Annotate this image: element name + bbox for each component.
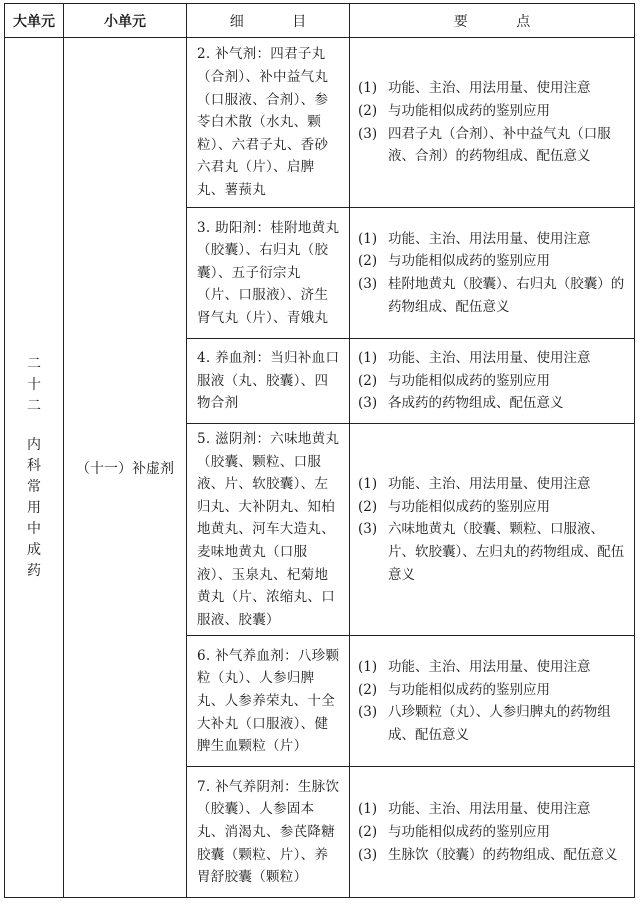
point-index: (2) <box>358 498 378 515</box>
list-item <box>358 100 626 123</box>
point-text: 功能、主治、用法用量、使用注意 <box>388 230 591 247</box>
item-cell: 4. 养血剂：当归补血口服液（丸、胶囊）、四物合剂 <box>187 339 350 424</box>
point-index: (3) <box>358 276 378 292</box>
header-key-points: 要 点 <box>350 4 635 38</box>
point-text: 与功能相似成药的鉴别应用 <box>388 372 550 389</box>
list-item <box>358 273 626 318</box>
point-text: 与功能相似成药的鉴别应用 <box>388 253 550 270</box>
syllabus-table <box>4 3 635 898</box>
point-index: (3) <box>358 846 378 863</box>
point-text: 与功能相似成药的鉴别应用 <box>388 681 550 698</box>
header-row <box>5 4 635 38</box>
list-item <box>358 798 626 821</box>
list-item <box>358 518 626 586</box>
points-cell <box>350 208 635 339</box>
point-index: (2) <box>358 824 378 841</box>
major-unit-name: 内科常用中成药 <box>27 436 41 579</box>
point-index: (3) <box>358 521 378 538</box>
list-item <box>358 844 626 867</box>
point-index: (1) <box>358 659 378 676</box>
point-text: 各成药的药物组成、配伍意义 <box>388 395 564 412</box>
major-unit-number: 二十二 <box>27 355 41 414</box>
item-cell: 6. 补气养血剂：八珍颗粒（丸）、人参归脾丸、人参养荣丸、十全大补丸（口服液）、健脾生血颗粒（片） <box>187 636 350 767</box>
point-index: (2) <box>358 253 378 270</box>
point-text: 功能、主治、用法用量、使用注意 <box>388 476 591 493</box>
point-index: (3) <box>358 125 378 142</box>
header-sub-unit: 小单元 <box>64 4 187 38</box>
point-index: (1) <box>358 80 378 97</box>
list-item <box>358 821 626 844</box>
point-text: 八珍颗粒（丸）、人参归脾丸的药物组成、配伍意义 <box>388 704 611 743</box>
list-item <box>358 679 626 702</box>
point-index: (1) <box>358 350 378 367</box>
point-text: 六味地黄丸（胶囊、颗粒、口服液、片、软胶囊）、左归丸的药物组成、配伍意义 <box>388 521 625 583</box>
list-item <box>358 656 626 679</box>
list-item <box>358 473 626 496</box>
point-text: 与功能相似成药的鉴别应用 <box>388 102 550 119</box>
points-cell <box>350 38 635 208</box>
point-index: (1) <box>358 801 378 818</box>
points-cell <box>350 424 635 636</box>
point-index: (1) <box>358 476 378 493</box>
point-text: 功能、主治、用法用量、使用注意 <box>388 801 591 818</box>
list-item <box>358 123 626 168</box>
point-index: (2) <box>358 681 378 698</box>
points-cell <box>350 767 635 898</box>
point-text: 四君子丸（合剂）、补中益气丸（口服液、合剂）的药物组成、配伍意义 <box>388 125 611 165</box>
list-item <box>358 392 626 415</box>
points-cell <box>350 636 635 767</box>
list-item <box>358 77 626 100</box>
list-item <box>358 347 626 370</box>
point-index: (3) <box>358 704 378 721</box>
list-item <box>358 370 626 393</box>
point-index: (2) <box>358 372 378 389</box>
point-text: 功能、主治、用法用量、使用注意 <box>388 350 591 367</box>
table-row <box>5 38 635 208</box>
list-item <box>358 496 626 519</box>
point-text: 生脉饮（胶囊）的药物组成、配伍意义 <box>388 846 618 863</box>
list-item <box>358 701 626 746</box>
point-index: (1) <box>358 230 378 247</box>
item-cell: 3. 助阳剂：桂附地黄丸（胶囊）、右归丸（胶囊）、五子衍宗丸（片、口服液）、济生肾气丸（片）、青娥丸 <box>187 208 350 339</box>
header-major-unit: 大单元 <box>5 4 64 38</box>
point-text: 与功能相似成药的鉴别应用 <box>388 498 550 515</box>
point-index: (3) <box>358 395 378 412</box>
item-cell: 2. 补气剂：四君子丸（合剂）、补中益气丸（口服液、合剂）、参苓白术散（水丸、颗粒）、六君子丸、香砂六君丸（片）、启脾丸、薯蓣丸 <box>187 38 350 208</box>
major-unit-cell <box>5 38 64 898</box>
item-cell: 7. 补气养阴剂：生脉饮（胶囊）、人参固本丸、消渴丸、参芪降糖胶囊（颗粒、片）、养胃舒胶囊（颗粒） <box>187 767 350 898</box>
syllabus-page <box>4 3 634 897</box>
points-cell <box>350 339 635 424</box>
header-item: 细 目 <box>187 4 350 38</box>
point-text: 功能、主治、用法用量、使用注意 <box>388 659 591 676</box>
point-index: (2) <box>358 102 378 119</box>
point-text: 与功能相似成药的鉴别应用 <box>388 824 550 841</box>
list-item <box>358 250 626 273</box>
list-item <box>358 228 626 251</box>
point-text: 桂附地黄丸（胶囊）、右归丸（胶囊）的药物组成、配伍意义 <box>388 276 625 315</box>
point-text: 功能、主治、用法用量、使用注意 <box>388 80 591 97</box>
sub-unit-cell: （十一）补虚剂 <box>64 38 187 898</box>
item-cell: 5. 滋阴剂：六味地黄丸（胶囊、颗粒、口服液、片、软胶囊）、左归丸、大补阴丸、知柏地黄丸、河车大造丸、麦味地黄丸（口服液）、玉泉丸、杞菊地黄丸（片、浓缩丸、口服液、胶囊） <box>187 424 350 636</box>
